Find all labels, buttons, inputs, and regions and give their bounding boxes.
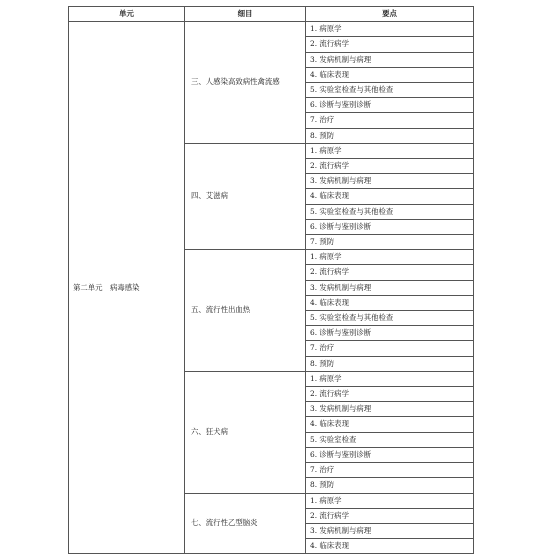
point-cell: 4. 临床表现 xyxy=(306,67,474,82)
point-cell: 3. 发病机制与病理 xyxy=(306,52,474,67)
point-cell: 1. 病原学 xyxy=(306,143,474,158)
point-cell: 2. 流行病学 xyxy=(306,265,474,280)
item-cell: 五、流行性出血热 xyxy=(185,250,306,372)
point-cell: 2. 流行病学 xyxy=(306,508,474,523)
syllabus-table-container xyxy=(68,6,473,554)
item-cell: 六、狂犬病 xyxy=(185,371,306,493)
point-cell: 2. 流行病学 xyxy=(306,37,474,52)
point-cell: 3. 发病机制与病理 xyxy=(306,523,474,538)
point-cell: 3. 发病机制与病理 xyxy=(306,402,474,417)
point-cell: 7. 治疗 xyxy=(306,341,474,356)
item-cell: 四、艾滋病 xyxy=(185,143,306,249)
point-cell: 5. 实验室检查与其他检查 xyxy=(306,83,474,98)
point-cell: 1. 病原学 xyxy=(306,22,474,37)
header-row xyxy=(69,7,474,22)
point-cell: 1. 病原学 xyxy=(306,250,474,265)
point-cell: 1. 病原学 xyxy=(306,371,474,386)
point-cell: 4. 临床表现 xyxy=(306,295,474,310)
table-body xyxy=(69,22,474,554)
header-item: 细目 xyxy=(185,7,306,22)
item-cell: 七、流行性乙型脑炎 xyxy=(185,493,306,554)
point-cell: 6. 诊断与鉴别诊断 xyxy=(306,219,474,234)
item-cell: 三、人感染高致病性禽流感 xyxy=(185,22,306,144)
point-cell: 4. 临床表现 xyxy=(306,189,474,204)
table-row xyxy=(69,22,474,37)
syllabus-table xyxy=(68,6,474,554)
point-cell: 3. 发病机制与病理 xyxy=(306,280,474,295)
point-cell: 6. 诊断与鉴别诊断 xyxy=(306,98,474,113)
point-cell: 6. 诊断与鉴别诊断 xyxy=(306,326,474,341)
point-cell: 7. 治疗 xyxy=(306,463,474,478)
point-cell: 3. 发病机制与病理 xyxy=(306,174,474,189)
unit-cell: 第二单元 病毒感染 xyxy=(69,22,185,554)
point-cell: 7. 治疗 xyxy=(306,113,474,128)
point-cell: 4. 临床表现 xyxy=(306,417,474,432)
point-cell: 7. 预防 xyxy=(306,235,474,250)
point-cell: 2. 流行病学 xyxy=(306,387,474,402)
point-cell: 8. 预防 xyxy=(306,356,474,371)
point-cell: 5. 实验室检查与其他检查 xyxy=(306,204,474,219)
point-cell: 5. 实验室检查与其他检查 xyxy=(306,311,474,326)
point-cell: 4. 临床表现 xyxy=(306,539,474,554)
point-cell: 5. 实验室检查 xyxy=(306,432,474,447)
point-cell: 8. 预防 xyxy=(306,128,474,143)
header-points: 要点 xyxy=(306,7,474,22)
point-cell: 8. 预防 xyxy=(306,478,474,493)
point-cell: 6. 诊断与鉴别诊断 xyxy=(306,447,474,462)
point-cell: 2. 流行病学 xyxy=(306,159,474,174)
header-unit: 单元 xyxy=(69,7,185,22)
point-cell: 1. 病原学 xyxy=(306,493,474,508)
